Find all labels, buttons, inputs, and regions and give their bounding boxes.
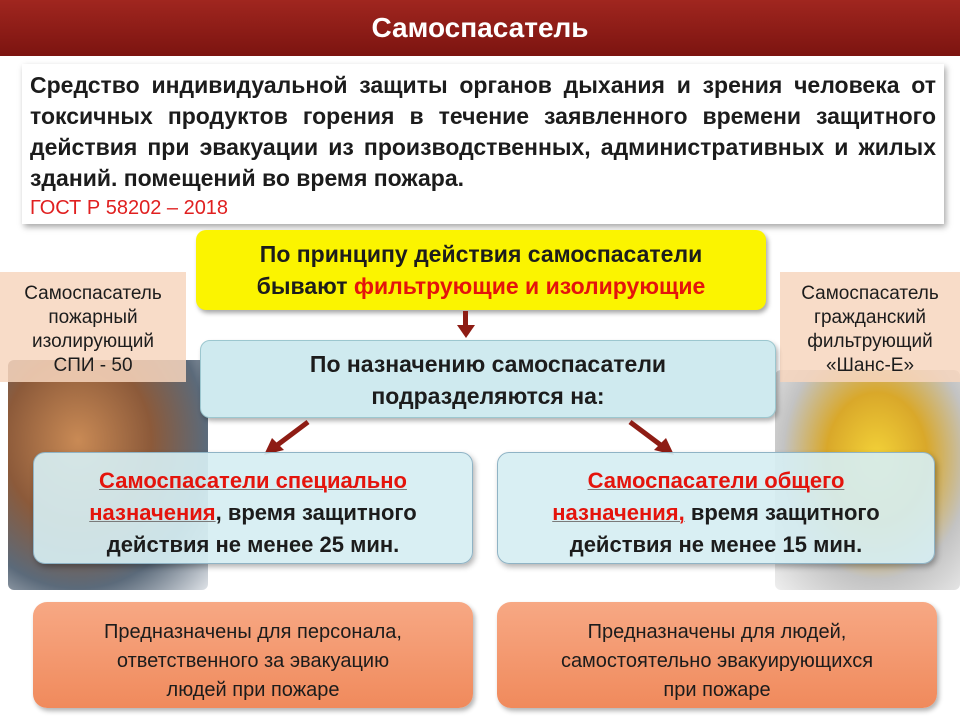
category-text: действия не менее 15 мин. — [569, 532, 863, 557]
category-highlight: назначения — [89, 500, 216, 525]
category-highlight: назначения, — [552, 500, 685, 525]
destination-line: Предназначены для персонала, — [104, 621, 402, 643]
left-label-line: изолирующий — [32, 331, 154, 352]
definition-box — [22, 64, 944, 224]
category-line — [34, 465, 472, 497]
special-purpose-category — [33, 452, 473, 564]
purpose-line2: подразделяются на: — [371, 383, 605, 409]
principle-line1: По принципу действия самоспасатели — [259, 241, 703, 267]
page-title: Самоспасатель — [371, 12, 589, 43]
right-label-line: гражданский — [814, 307, 926, 328]
category-highlight: Самоспасатели общего — [587, 468, 845, 493]
category-highlight: Самоспасатели специально — [99, 468, 407, 493]
right-label-line: Самоспасатель — [801, 283, 939, 304]
category-text: время защитного — [684, 500, 880, 525]
left-label-line: Самоспасатель — [24, 283, 162, 304]
special-purpose-destination — [33, 602, 473, 708]
purpose-box — [200, 340, 776, 418]
left-label-line: СПИ - 50 — [53, 355, 133, 376]
right-label-line: «Шанс-Е» — [825, 355, 915, 376]
general-purpose-category — [497, 452, 935, 564]
purpose-line1: По назначению самоспасатели — [309, 351, 667, 377]
category-text: , время защитного — [215, 500, 417, 525]
destination-line: при пожаре — [663, 679, 771, 701]
definition-text: Средство индивидуальной защиты органов дыхания и зрения человека от токсичных продуктов горения в течение заявленного времени защитного действия при эвакуации из производственных, административных и жилых зданий. помещений во время пожара. — [30, 72, 936, 191]
arrow-down-icon — [457, 325, 475, 338]
category-line — [34, 497, 472, 529]
left-photo-label — [0, 272, 186, 382]
destination-line: самостоятельно эвакуирующихся — [560, 650, 874, 672]
right-label-line: фильтрующий — [807, 331, 933, 352]
principle-line2 — [196, 270, 766, 302]
right-photo-label — [780, 272, 960, 382]
principle-box — [196, 230, 766, 310]
general-purpose-destination — [497, 602, 937, 708]
category-text: действия не менее 25 мин. — [106, 532, 400, 557]
destination-line: Предназначены для людей, — [587, 621, 847, 643]
destination-line: ответственного за эвакуацию — [116, 650, 390, 672]
gost-reference: ГОСТ Р 58202 – 2018 — [30, 197, 229, 219]
destination-line: людей при пожаре — [166, 679, 340, 701]
left-label-line: пожарный — [48, 307, 138, 328]
principle-prefix: бывают — [256, 273, 348, 299]
principle-highlight: фильтрующие и изолирующие — [353, 273, 706, 299]
category-line — [498, 497, 934, 529]
category-line — [498, 465, 934, 497]
